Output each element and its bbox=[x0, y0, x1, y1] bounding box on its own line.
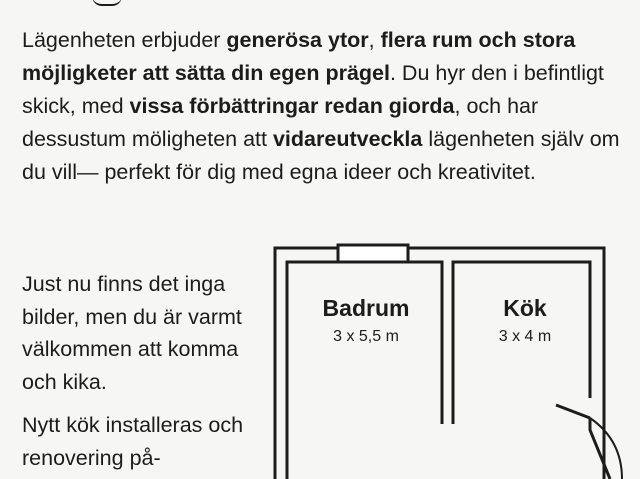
intro-bold-2: flera rum och bbox=[380, 28, 517, 52]
intro-bold-5: vidareutveckla bbox=[272, 127, 423, 151]
room-size-kok: 3 x 4 m bbox=[498, 328, 552, 345]
viewing-paragraph: Just nu finns det inga bilder, men du är varmt välkommen att komma och kika. bbox=[22, 272, 242, 394]
room-name-badrum: Badrum bbox=[322, 295, 410, 321]
intro-text-4: . Du hyr den i befintligt skick, med bbox=[22, 61, 604, 118]
intro-bold-1: generösa ytor bbox=[226, 28, 369, 52]
room-size-badrum: 3 x 5,5 m bbox=[333, 328, 399, 345]
room-name-kok: Kök bbox=[503, 295, 547, 321]
intro-text-6: lägenheten själv om du vill— perfekt för dig med egna ideer och kreativitet. bbox=[22, 127, 620, 184]
intro-text-1: Lägenheten erbjuder bbox=[22, 28, 227, 52]
door-leaf bbox=[556, 405, 590, 418]
intro-bold-3: stora möjligketer att sätta din egen prägel bbox=[22, 28, 576, 85]
outer-wall-middle bbox=[408, 248, 604, 479]
renovation-paragraph: Nytt kök installeras och renovering på- bbox=[22, 413, 244, 470]
intro-text-5: , och har dessustum möligheten att bbox=[22, 94, 539, 151]
top-text-fragment bbox=[92, 0, 122, 6]
floor-plan bbox=[250, 240, 640, 479]
window bbox=[338, 245, 408, 262]
intro-text-2: , bbox=[368, 28, 381, 52]
outer-wall-left bbox=[275, 248, 338, 479]
intro-paragraph bbox=[22, 24, 622, 189]
intro-bold-4: vissa förbättringar redan giorda bbox=[129, 94, 455, 118]
